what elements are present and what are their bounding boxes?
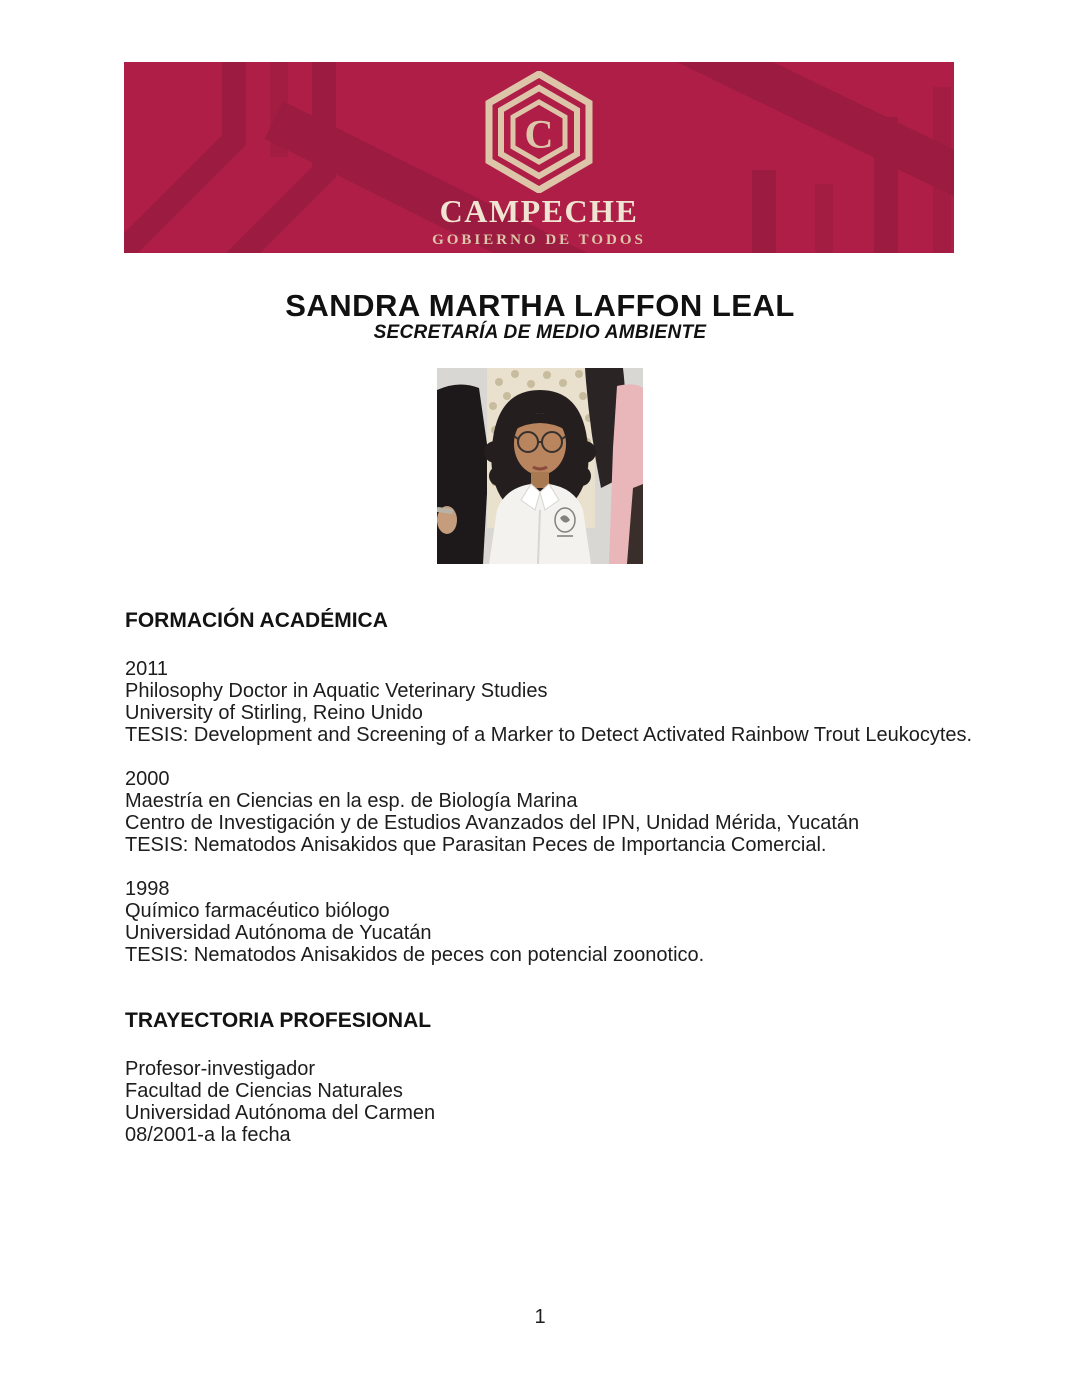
text-line: 1998 bbox=[125, 878, 170, 900]
content-sections bbox=[125, 609, 973, 1146]
page-footer bbox=[0, 1306, 1080, 1329]
government-banner bbox=[124, 62, 954, 253]
page-number: 1 bbox=[534, 1306, 546, 1328]
entry-block-0-1 bbox=[125, 768, 957, 856]
text-line: TESIS: Nematodos Anisakidos de peces con potencial zoonotico. bbox=[125, 944, 705, 966]
banner-wordmark: CAMPECHE bbox=[439, 193, 639, 229]
text-line: TESIS: Nematodos Anisakidos que Parasitan Peces de Importancia Comercial. bbox=[125, 834, 827, 856]
text-line: 2011 bbox=[125, 658, 169, 680]
text-line: Maestría en Ciencias en la esp. de Biología Marina bbox=[125, 790, 578, 812]
text-line: Centro de Investigación y de Estudios Avanzados del IPN, Unidad Mérida, Yucatán bbox=[125, 812, 860, 834]
campeche-hexagon-logo bbox=[469, 71, 609, 193]
section-heading: FORMACIÓN ACADÉMICA bbox=[125, 609, 388, 632]
text-line: 2000 bbox=[125, 768, 170, 790]
content-section-0 bbox=[125, 609, 973, 966]
text-line: Philosophy Doctor in Aquatic Veterinary Studies bbox=[125, 680, 548, 702]
logo-letter: C bbox=[524, 111, 554, 157]
entry-block-1-0 bbox=[125, 1058, 957, 1146]
content-section-1 bbox=[125, 1010, 957, 1146]
text-line: Universidad Autónoma del Carmen bbox=[125, 1102, 436, 1124]
text-line: Profesor-investigador bbox=[125, 1058, 316, 1080]
text-line: TESIS: Development and Screening of a Marker to Detect Activated Rainbow Trout Leukocytes. bbox=[125, 724, 973, 746]
entry-block-0-0 bbox=[125, 658, 973, 746]
person-title: SECRETARÍA DE MEDIO AMBIENTE bbox=[373, 322, 707, 343]
section-heading: TRAYECTORIA PROFESIONAL bbox=[125, 1009, 432, 1032]
portrait-photo bbox=[437, 368, 643, 564]
text-line: Químico farmacéutico biólogo bbox=[125, 900, 390, 922]
text-line: 08/2001-a la fecha bbox=[125, 1124, 291, 1146]
portrait-photo-illustration bbox=[437, 368, 643, 564]
text-line: Universidad Autónoma de Yucatán bbox=[125, 922, 432, 944]
entry-block-0-2 bbox=[125, 878, 957, 966]
text-line: Facultad de Ciencias Naturales bbox=[125, 1080, 403, 1102]
text-line: University of Stirling, Reino Unido bbox=[125, 702, 423, 724]
banner-tagline: GOBIERNO DE TODOS bbox=[432, 232, 646, 248]
person-name: SANDRA MARTHA LAFFON LEAL bbox=[285, 288, 795, 323]
